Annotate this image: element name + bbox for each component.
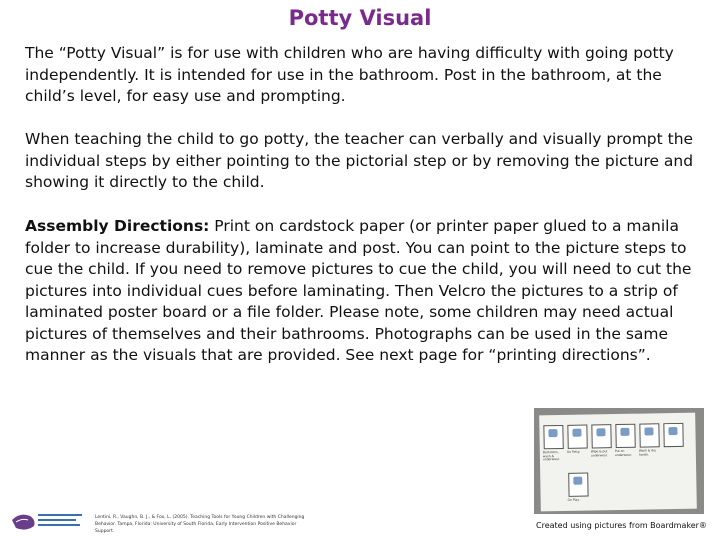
- laminated-sheet: [539, 413, 697, 512]
- step-caption: Wash & dry hands.: [638, 448, 657, 457]
- step-caption: Put on underwear.: [614, 448, 632, 457]
- step-picture: [663, 423, 683, 447]
- potty-visual-photo: [534, 408, 704, 514]
- step-picture: [543, 425, 563, 449]
- step-picture: [615, 424, 635, 448]
- assembly-paragraph: [25, 216, 697, 367]
- step-picture: [568, 473, 588, 497]
- step-caption: Go Play.: [567, 497, 580, 502]
- assembly-heading: Assembly Directions:: [25, 217, 210, 235]
- teaching-paragraph: When teaching the child to go potty, the teacher can verbally and visually prompt the individual steps by either pointing to the pictorial step or by removing the picture and showing it directly to the child.: [25, 130, 694, 191]
- university-logo-icon: [10, 506, 85, 534]
- step-caption: Wipe & put underwear.: [590, 449, 608, 457]
- assembly-body: Print on cardstock paper (or printer paper glued to a manila folder to increase durability), laminate and post. You can point to the picture steps to cue the child. If you need to remove pictures to cue the child, you will need to cut the pictures into individual cues before laminating. Then Velcro the pictures to a strip of laminated poster board or a file folder. Please note, some children may need actual pictures of themselves and their bathrooms. Photographs can be used in the same manner as the visuals that are provided. See next page for “printing directions”.: [25, 217, 692, 364]
- step-caption: Go Potty.: [566, 449, 581, 454]
- citation-text: Lentini, R., Vaughn, B. J., & Fox, L. (2005). Teaching Tools for Young Children with Challenging Behavior. Tampa, Florida: University of South Florida, Early Intervention Positive Behavior Support.: [95, 515, 305, 534]
- step-picture: [567, 425, 587, 449]
- step-picture: [639, 423, 659, 447]
- step-caption: Bathroom, wash & underwear.: [542, 450, 560, 462]
- boardmaker-credit: Created using pictures from Boardmaker®: [536, 521, 707, 530]
- page-title: Potty Visual: [288, 6, 432, 30]
- step-picture: [591, 424, 611, 448]
- intro-paragraph: The “Potty Visual” is for use with children who are having difficulty with going potty independently. It is intended for use in the bathroom. Post in the bathroom, at the child’s level, for easy use and prompting.: [25, 44, 674, 105]
